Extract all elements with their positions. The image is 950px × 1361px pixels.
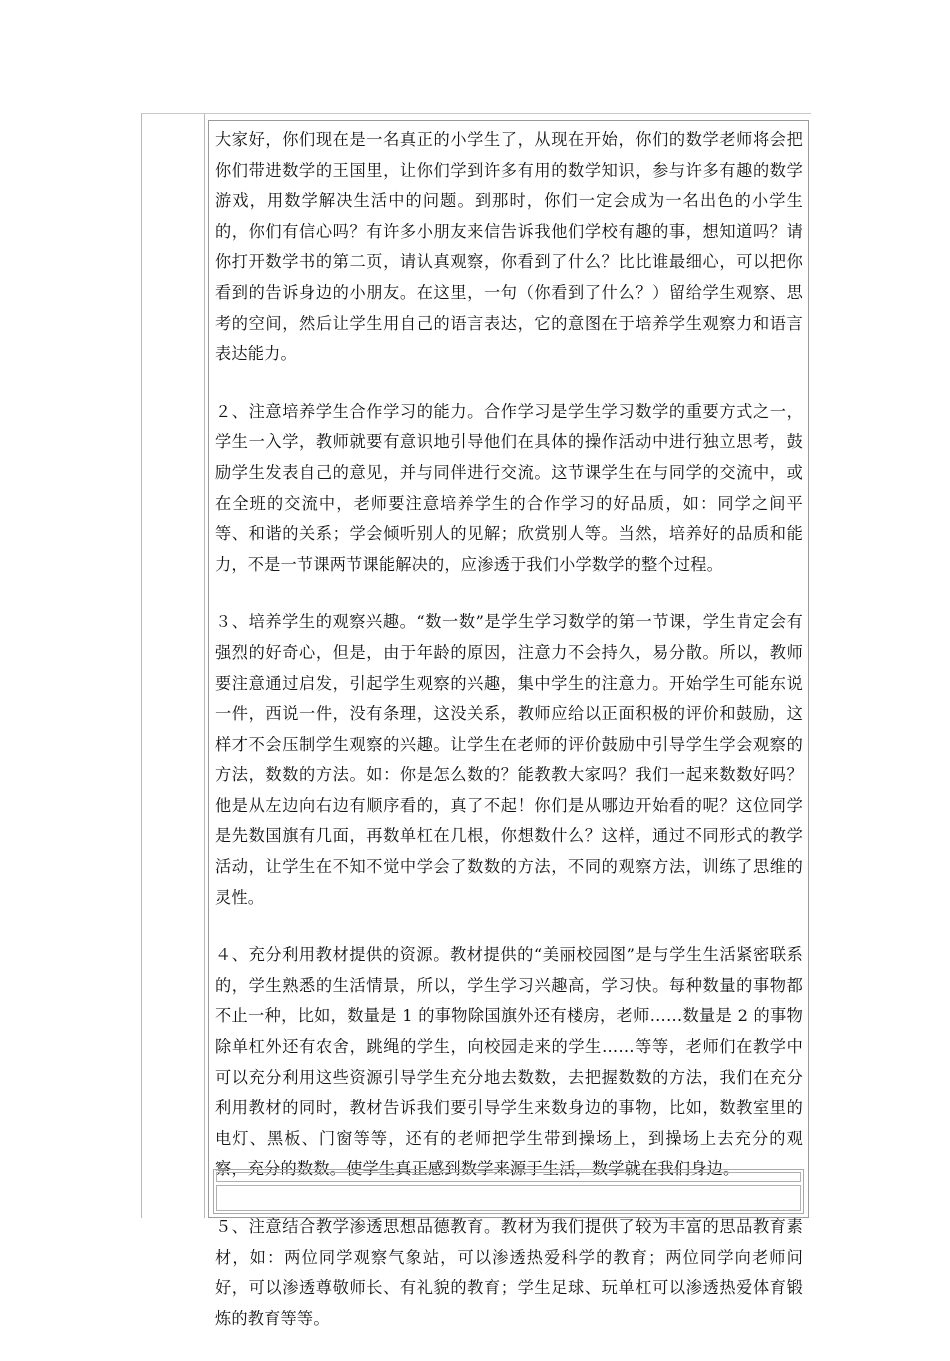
document-table (141, 113, 811, 1328)
paragraph-textbook-resources: ４、充分利用教材提供的资源。教材提供的“美丽校园图”是与学生生活紧密联系的，学生熟悉的生活情景，所以，学生学习兴趣高，学习快。每种数量的事物都不止一种，比如，数量是 1 的事物除国旗外还有楼房，老师……数量是 2 的事物除单杠外还有农舍，跳绳的学生，向校园走来的学生……等等，老师们在教学中可以充分利用这些资源引导学生充分地去数数，去把握数数的方法，我们在充分利用教材的同时，教材告诉我们要引导学生来数身边的事物，比如，数教室里的电灯、黑板、门窗等等，还有的老师把学生带到操场上，到操场上去充分的观察，充分的数数。使学生真正感到数学来源于生活，数学就在我们身边。 (215, 945, 803, 1179)
nested-table-row (216, 1185, 801, 1211)
paragraph-intro: 大家好，你们现在是一名真正的小学生了，从现在开始，你们的数学老师将会把你们带进数学的王国里，让你们学到许多有用的数学知识，参与许多有趣的数学游戏，用数学解决生活中的问题。到那时，你们一定会成为一名出色的小学生的，你们有信心吗？有许多小朋友来信告诉我他们学校有趣的事，想知道吗？请你打开数学书的第二页，请认真观察，你看到了什么？比比谁最细心，可以把你看到的告诉身边的小朋友。在这里，一句（你看到了什么？）留给学生观察、思考的空间，然后让学生用自己的语言表达，它的意图在于培养学生观察力和语言表达能力。 (215, 130, 803, 364)
table-content-cell (208, 120, 809, 1328)
paragraph-observation-interest: ３、培养学生的观察兴趣。“数一数”是学生学习数学的第一节课，学生肯定会有强烈的好奇心，但是，由于年龄的原因，注意力不会持久，易分散。所以，教师要注意通过启发，引起学生观察的兴趣，集中学生的注意力。开始学生可能东说一件，西说一件，没有条理，这没关系，教师应给以正面积极的评价和鼓励，这样才不会压制学生观察的兴趣。让学生在老师的评价鼓励中引导学生学会观察的方法，数数的方法。如：你是怎么数的？能教教大家吗？我们一起来数数好吗？他是从左边向右边有顺序看的，真了不起！你们是从哪边开始看的呢？这位同学是先数国旗有几面，再数单杠在几根，你想数什么？这样，通过不同形式的教学活动，让学生在不知不觉中学会了数数的方法，不同的观察方法，训练了思维的灵性。 (215, 612, 803, 907)
paragraph-moral-education: ５、注意结合教学渗透思想品德教育。教材为我们提供了较为丰富的思品教育素材，如：两位同学观察气象站，可以渗透热爱科学的教育；两位同学向老师问好，可以渗透尊敬师长、有礼貌的教育；学生足球、玩单杠可以渗透热爱体育锻炼的教育等等。 (215, 1217, 803, 1328)
nested-empty-table (213, 1169, 804, 1214)
table-left-column (142, 114, 205, 1218)
nested-table-row (216, 1172, 801, 1182)
paragraph-cooperative-learning: ２、注意培养学生合作学习的能力。合作学习是学生学习数学的重要方式之一，学生一入学，教师就要有意识地引导他们在具体的操作活动中进行独立思考，鼓励学生发表自己的意见，并与同伴进行交流。这节课学生在与同学的交流中，或在全班的交流中，老师要注意培养学生的合作学习的好品质，如：同学之间平等、和谐的关系；学会倾听别人的见解；欣赏别人等。当然，培养好的品质和能力，不是一节课两节课能解决的，应渗透于我们小学数学的整个过程。 (215, 401, 803, 574)
